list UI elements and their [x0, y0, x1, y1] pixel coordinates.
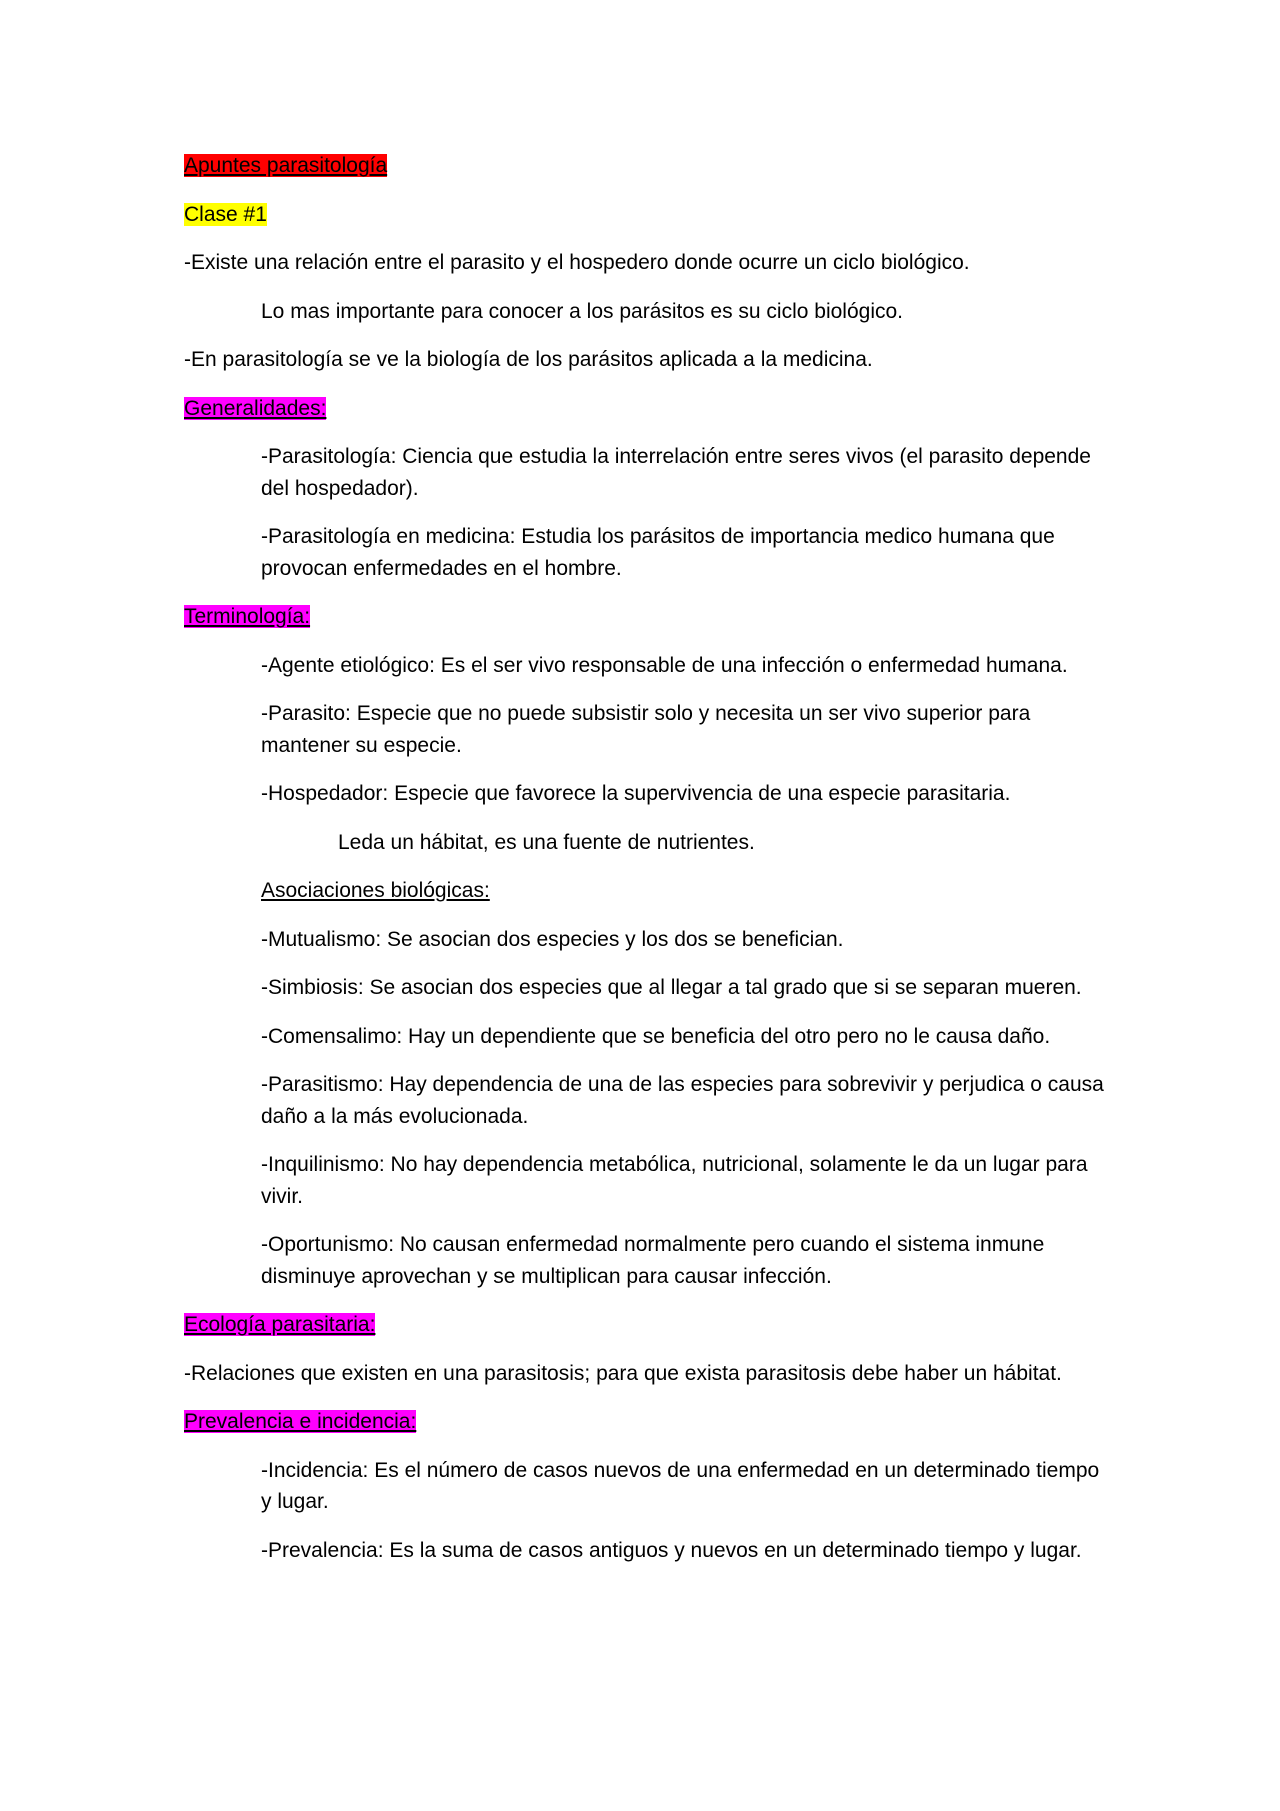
- intro-line-3: -En parasitología se ve la biología de los parásitos aplicada a la medicina.: [184, 348, 873, 371]
- prevalencia-item: -Incidencia: Es el número de casos nuevos de una enfermedad en un determinado tiempo y lugar.: [261, 1458, 1100, 1513]
- asociacion-item: -Comensalimo: Hay un dependiente que se beneficia del otro pero no le causa daño.: [261, 1024, 1051, 1048]
- class-label: [184, 199, 1104, 231]
- asociacion-item: -Oportunismo: No causan enfermedad normalmente pero cuando el sistema inmune disminuye aprovechan y se multiplican para causar infección.: [261, 1233, 1045, 1288]
- section-heading-terminologia: [184, 601, 1104, 633]
- asociacion-item: -Parasitismo: Hay dependencia de una de las especies para sobrevivir y perjudica o causa daño a la más evolucionada.: [261, 1073, 1104, 1128]
- section-heading-ecologia: [184, 1309, 1104, 1341]
- ecologia-heading: Ecología parasitaria:: [184, 1313, 376, 1336]
- prevalencia-item: -Prevalencia: Es la suma de casos antiguos y nuevos en un determinado tiempo y lugar.: [261, 1538, 1082, 1562]
- prevalencia-heading: Prevalencia e incidencia:: [184, 1410, 417, 1433]
- document-page: [184, 150, 1104, 1583]
- terminologia-item: -Agente etiológico: Es el ser vivo responsable de una infección o enfermedad humana.: [261, 653, 1068, 677]
- asociaciones-heading-text: Asociaciones biológicas:: [261, 879, 490, 902]
- terminologia-heading: Terminología:: [184, 605, 311, 628]
- asociacion-item: -Simbiosis: Se asocian dos especies que al llegar a tal grado que si se separan mueren.: [261, 976, 1082, 999]
- generalidades-heading: Generalidades:: [184, 396, 327, 420]
- hospedador-note: Leda un hábitat, es una fuente de nutrientes.: [338, 830, 755, 854]
- generalidades-item: -Parasitología en medicina: Estudia los parásitos de importancia medico humana que provocan enfermedades en el hombre.: [261, 525, 1055, 580]
- title-highlight: Apuntes parasitología: [184, 154, 388, 177]
- document-title: [184, 150, 1104, 182]
- terminologia-item: -Parasito: Especie que no puede subsistir solo y necesita un ser vivo superior para mantener su especie.: [261, 702, 1031, 757]
- section-heading-prevalencia: [184, 1406, 1104, 1438]
- ecologia-text: -Relaciones que existen en una parasitosis; para que exista parasitosis debe haber un hábitat.: [184, 1361, 1062, 1385]
- generalidades-item: -Parasitología: Ciencia que estudia la interrelación entre seres vivos (el parasito depende del hospedador).: [261, 445, 1091, 500]
- terminologia-item: -Hospedador: Especie que favorece la supervivencia de una especie parasitaria.: [261, 782, 1011, 805]
- section-heading-generalidades: [184, 393, 1104, 425]
- intro-line-1: -Existe una relación entre el parasito y el hospedero donde ocurre un ciclo biológico.: [184, 251, 970, 274]
- asociaciones-heading: [184, 875, 1104, 907]
- asociacion-item: -Mutualismo: Se asocian dos especies y los dos se benefician.: [261, 927, 844, 951]
- class-label-highlight: Clase #1: [184, 202, 267, 226]
- asociacion-item: -Inquilinismo: No hay dependencia metabólica, nutricional, solamente le da un lugar para vivir.: [261, 1153, 1088, 1208]
- intro-line-2: Lo mas importante para conocer a los parásitos es su ciclo biológico.: [261, 299, 903, 323]
